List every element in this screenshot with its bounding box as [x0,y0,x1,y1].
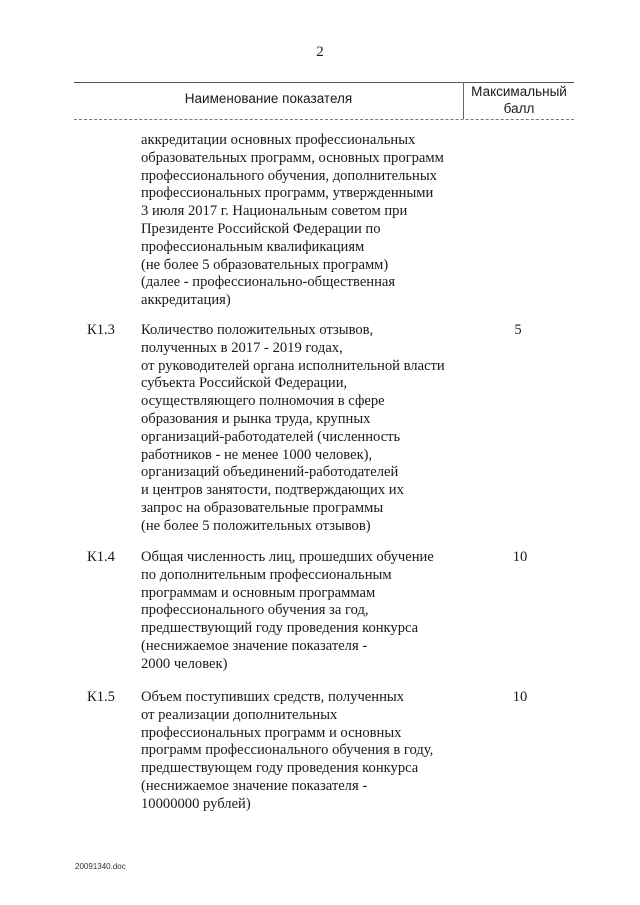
column-header-max-score-line2: балл [503,101,535,116]
text-line: 2000 человек) [141,655,228,672]
indicator-description [141,322,471,536]
document-filename-footer: 20091340.doc [75,862,126,871]
text-line: предшествующем году проведения конкурса [141,760,419,777]
text-line: 3 июля 2017 г. Национальным советом при [141,203,408,220]
text-line: полученных в 2017 - 2019 годах, [141,339,343,356]
text-line: программ профессионального обучения в году, [141,742,434,759]
text-line: профессионального обучения, дополнительных [141,167,437,184]
text-line: от руководителей органа исполнительной власти [141,357,445,374]
indicator-max-score: 10 [512,549,528,565]
text-line: Президенте Российской Федерации по [141,220,381,237]
text-line: (не более 5 образовательных программ) [141,256,389,273]
text-line: и центров занятости, подтверждающих их [141,482,404,499]
text-line: (неснижаемое значение показателя - [141,777,368,794]
text-line: аккредитации основных профессиональных [141,132,416,148]
text-line: субъекта Российской Федерации, [141,375,348,392]
text-line: по дополнительным профессиональным [141,566,392,583]
text-line: осуществляющего полномочия в сфере [141,393,385,410]
text-line: Количество положительных отзывов, [141,322,374,338]
text-line: профессиональным квалификациям [141,238,365,255]
text-line: Общая численность лиц, прошедших обучение [141,549,434,565]
text-line: образования и рынка труда, крупных [141,410,371,427]
text-line: (неснижаемое значение показателя - [141,637,368,654]
indicator-code: К1.5 [87,689,115,705]
indicator-max-score: 5 [514,322,522,338]
indicator-code: К1.4 [87,549,115,565]
text-line: организаций объединений-работодателей [141,464,399,481]
text-line: от реализации дополнительных [141,706,338,723]
text-line: профессиональных программ, утвержденными [141,185,434,202]
column-header-indicator-name: Наименование показателя [184,91,353,106]
text-line: профессиональных программ и основных [141,724,402,741]
text-line: программам и основным программам [141,584,376,601]
text-line: профессионального обучения за год, [141,602,369,619]
text-line: образовательных программ, основных программ [141,149,444,166]
text-line: запрос на образовательные программы [141,499,384,516]
column-header-max-score [464,83,574,117]
continuation-text [141,132,471,310]
text-line: организаций-работодателей (численность [141,428,401,445]
table-header-bottom-rule [74,119,574,120]
indicator-description [141,549,471,674]
text-line: (не более 5 положительных отзывов) [141,517,371,534]
text-line: Объем поступивших средств, полученных [141,689,405,705]
text-line: работников - не менее 1000 человек), [141,446,373,463]
text-line: предшествующий году проведения конкурса [141,620,419,637]
text-line: 10000000 рублей) [141,795,251,812]
text-line: аккредитация) [141,292,231,309]
page-number: 2 [316,44,324,60]
text-line: (далее - профессионально-общественная [141,274,396,291]
indicator-description [141,689,471,814]
indicator-code: К1.3 [87,322,115,338]
indicator-max-score: 10 [512,689,528,705]
column-header-max-score-line1: Максимальный [471,84,567,99]
